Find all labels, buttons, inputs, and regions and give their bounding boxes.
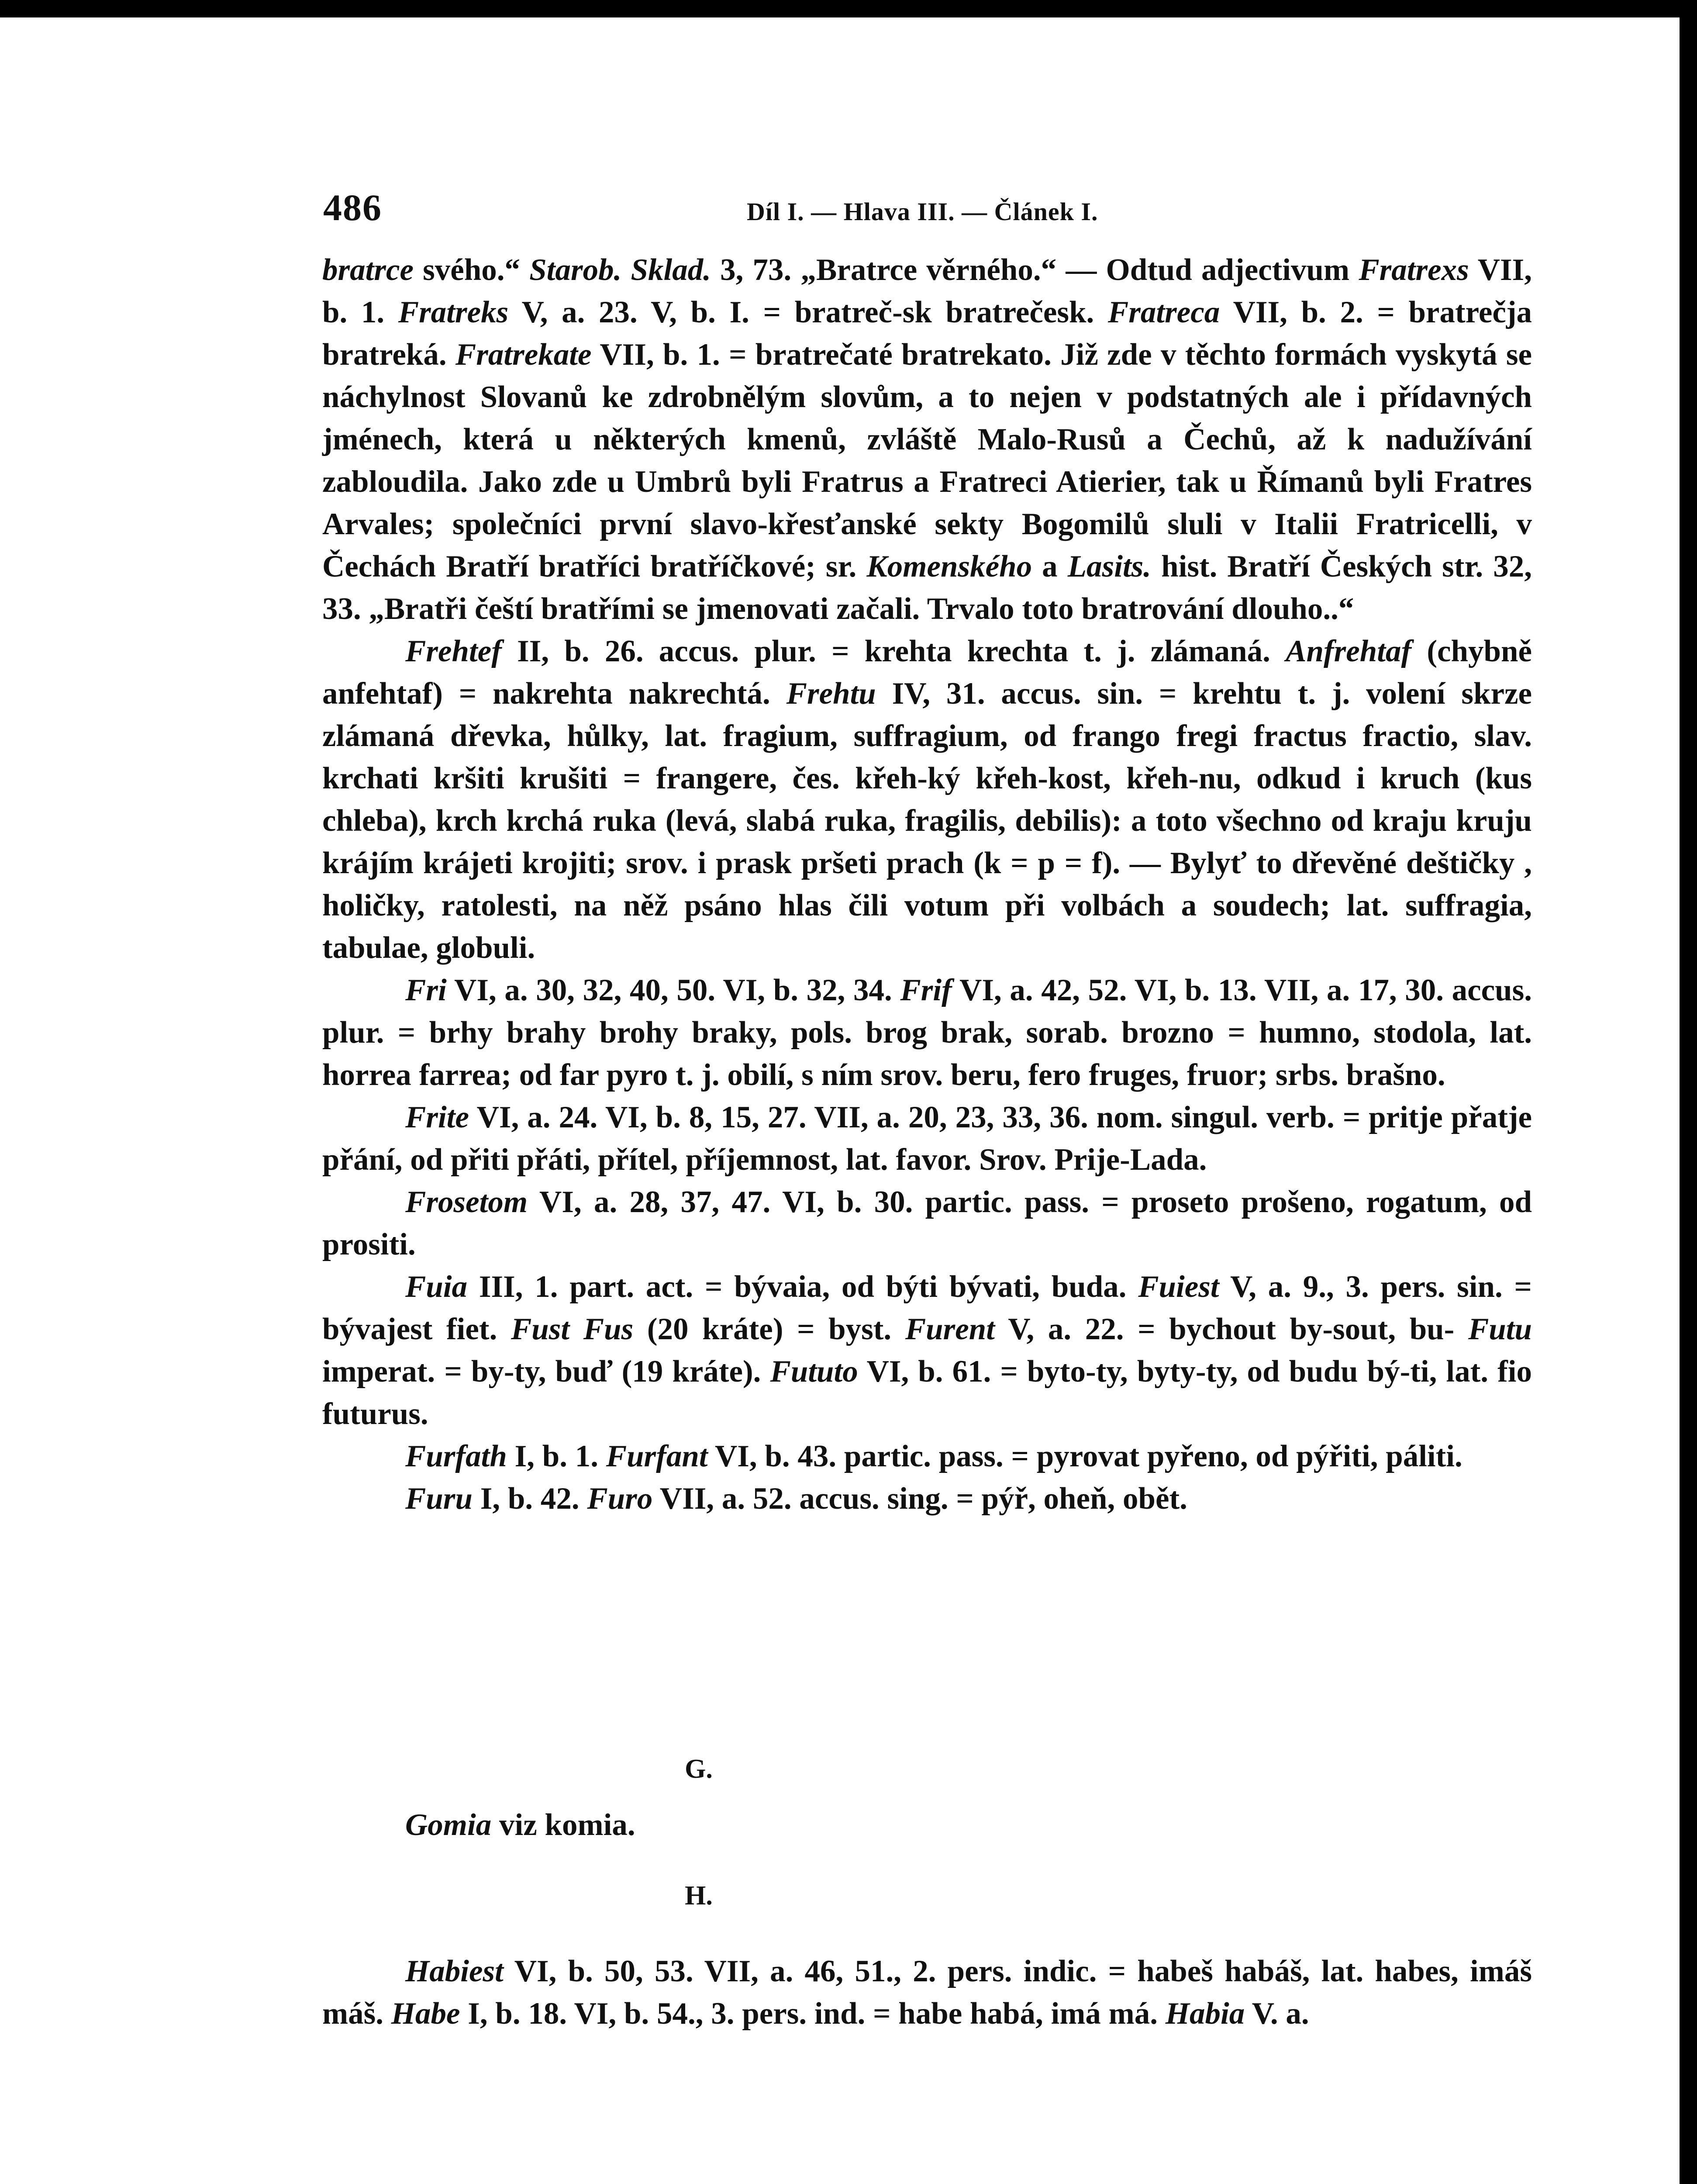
italic-term: Frif (900, 973, 952, 1007)
text-run: VI, a. 24. VI, b. 8, 15, 27. VII, a. 20, 23, 33, 36. nom. singul. verb. = pritje přatje přání, od přiti přáti, přítel, příjemnost, lat. favor. Srov. Prije-Lada. (322, 1100, 1532, 1177)
text-run: VI, a. 28, 37, 47. VI, b. 30. partic. pass. = proseto prošeno, rogatum, od prositi. (322, 1185, 1532, 1261)
text-run: VI, b. 43. partic. pass. = pyrovat pyřeno, od pýřiti, páliti. (707, 1439, 1462, 1473)
italic-term: Fututo (770, 1355, 858, 1389)
paragraph (322, 1266, 1532, 1435)
italic-term: Fri (405, 973, 447, 1007)
text-run: VII, b. 1. = bratrečaté bratrekato. Již zde v těchto formách vyskytá se náchylnost Slovanů ke zdrobnělým slovům, a to nejen v podstatných ale i přídavných jménech, která u některých kmenů, zvláště Malo-Rusů a Čechů, až k nadužívání zabloudila. Jako zde u Umbrů byli Fratrus a Fratreci Atierier, tak u Římanů byli Fratres Arvales; společníci první slavo-křesťanské sekty Bogomilů sluli v Italii Fratricelli, v Čechách Bratří bratříci bratříčkové; sr. (322, 338, 1532, 584)
text-run: a (1032, 549, 1068, 584)
italic-term: Habia (1165, 1997, 1245, 2031)
italic-term: Furfath (405, 1439, 507, 1473)
italic-term: Komenského (866, 549, 1032, 584)
text-run: VII, b. 2. = bratrečja bratreká. (322, 295, 1532, 372)
italic-term: bratrce (322, 253, 414, 287)
paragraph (322, 249, 1532, 630)
text-run: VII, b. 1. (322, 253, 1532, 329)
text-run: imperat. = by-ty, buď (19 kráte). (322, 1355, 770, 1389)
section-heading-h: H. (685, 1881, 713, 1911)
italic-term: Futu (1468, 1312, 1532, 1346)
italic-term: Gomia (405, 1808, 492, 1842)
italic-term: Habiest (405, 1954, 504, 1988)
italic-term: Fuia (405, 1270, 468, 1304)
text-run: svého.“ (414, 253, 530, 287)
italic-term: Furo (587, 1482, 653, 1516)
text-run: viz komia. (491, 1808, 635, 1842)
section-heading-g: G. (685, 1754, 713, 1784)
text-run: (chybně anfehtaf) = nakrehta nakrechtá. (322, 634, 1532, 711)
italic-term: Fratreca (1107, 295, 1220, 329)
paragraph (322, 1478, 1532, 1520)
italic-term: Furfant (606, 1439, 708, 1473)
paragraph (322, 630, 1532, 969)
italic-term: Frite (405, 1100, 469, 1134)
text-run: I, b. 18. VI, b. 54., 3. pers. ind. = habe habá, imá má. (460, 1997, 1166, 2031)
text-run: hist. Bratří Českých str. 32, 33. „Bratři čeští bratřími se jmenovati začali. Trvalo toto bratrování dlouho..“ (322, 549, 1532, 626)
italic-term: Furent (905, 1312, 995, 1346)
text-run: V, a. 22. = bychout by-sout, bu- (995, 1312, 1468, 1346)
paragraph-gomia (322, 1804, 1532, 1846)
text-run: V, a. 9., 3. pers. sin. = bývajest fiet. (322, 1270, 1532, 1346)
paragraph (322, 1181, 1532, 1266)
text-run: I, b. 42. (472, 1482, 587, 1516)
text-run: VI, a. 42, 52. VI, b. 13. VII, a. 17, 30. accus. plur. = brhy brahy brohy braky, pols. brog brak, sorab. brozno = humno, stodola, lat. horrea farrea; od far pyro t. j. obilí, s ním srov. beru, fero fruges, fruor; srbs. brašno. (322, 973, 1532, 1092)
text-run: III, 1. part. act. = bývaia, od býti bývati, buda. (467, 1270, 1138, 1304)
paragraph (322, 1096, 1532, 1181)
main-text (322, 249, 1532, 1520)
text-run: VI, a. 30, 32, 40, 50. VI, b. 32, 34. (446, 973, 900, 1007)
section-g-text (322, 1804, 1532, 1846)
text-run: V. a. (1245, 1997, 1309, 2031)
italic-term: Frehtu (786, 677, 876, 711)
italic-term: Habe (391, 1997, 460, 2031)
text-run: IV, 31. accus. sin. = krehtu t. j. volení skrze zlámaná dřevka, hůlky, lat. fragium, suffragium, od frango fregi fractus fractio, slav. krchati kršiti krušiti = frangere, čes. křeh-ký křeh-kost, křeh-nu, odkud i kruch (kus chleba), krch krchá ruka (levá, slabá ruka, fragilis, debilis): a toto všechno od kraju kruju krájím krájeti krojiti; srov. i prask pršeti prach (k = p = f). — Bylyť to dřevěné deštičky , holičky, ratolesti, na něž psáno hlas čili votum při volbách a soudech; lat. suffragia, tabulae, globuli. (322, 677, 1532, 965)
italic-term: Frosetom (405, 1185, 528, 1219)
paragraph (322, 1435, 1532, 1478)
italic-term: Fuiest (1138, 1270, 1219, 1304)
page-number: 486 (323, 187, 382, 228)
scan-border-right (1680, 0, 1697, 2184)
text-run: VI, b. 61. = byto-ty, byty-ty, od budu bý-ti, lat. fio futurus. (322, 1355, 1532, 1431)
italic-term: Fust Fus (510, 1312, 634, 1346)
text-run: VI, b. 50, 53. VII, a. 46, 51., 2. pers. indic. = habeš habáš, lat. habes, imáš máš. (322, 1954, 1532, 2031)
paragraph (322, 969, 1532, 1096)
italic-term: Frehtef (405, 634, 502, 668)
italic-term: Starob. Sklad. (529, 253, 711, 287)
italic-term: Fratreks (398, 295, 509, 329)
text-run: 3, 73. „Bratrce věrného.“ — Odtud adjectivum (711, 253, 1359, 287)
italic-term: Furu (405, 1482, 473, 1516)
running-head: Díl I. — Hlava III. — Článek I. (747, 197, 1098, 226)
paragraph-habiest (322, 1950, 1532, 2035)
italic-term: Fratrexs (1359, 253, 1469, 287)
text-run: V, a. 23. V, b. I. = bratreč-sk bratrečesk. (508, 295, 1108, 329)
italic-term: Anfrehtaf (1286, 634, 1412, 668)
section-h-text (322, 1950, 1532, 2035)
scan-border-top (0, 0, 1697, 17)
text-run: I, b. 1. (507, 1439, 606, 1473)
text-run: (20 kráte) = byst. (633, 1312, 905, 1346)
text-run: II, b. 26. accus. plur. = krehta krechta t. j. zlámaná. (501, 634, 1286, 668)
italic-term: Lasits. (1067, 549, 1152, 584)
page-header (323, 186, 1542, 234)
italic-term: Fratrekate (455, 338, 592, 372)
text-run: VII, a. 52. accus. sing. = pýř, oheň, obět. (652, 1482, 1187, 1516)
